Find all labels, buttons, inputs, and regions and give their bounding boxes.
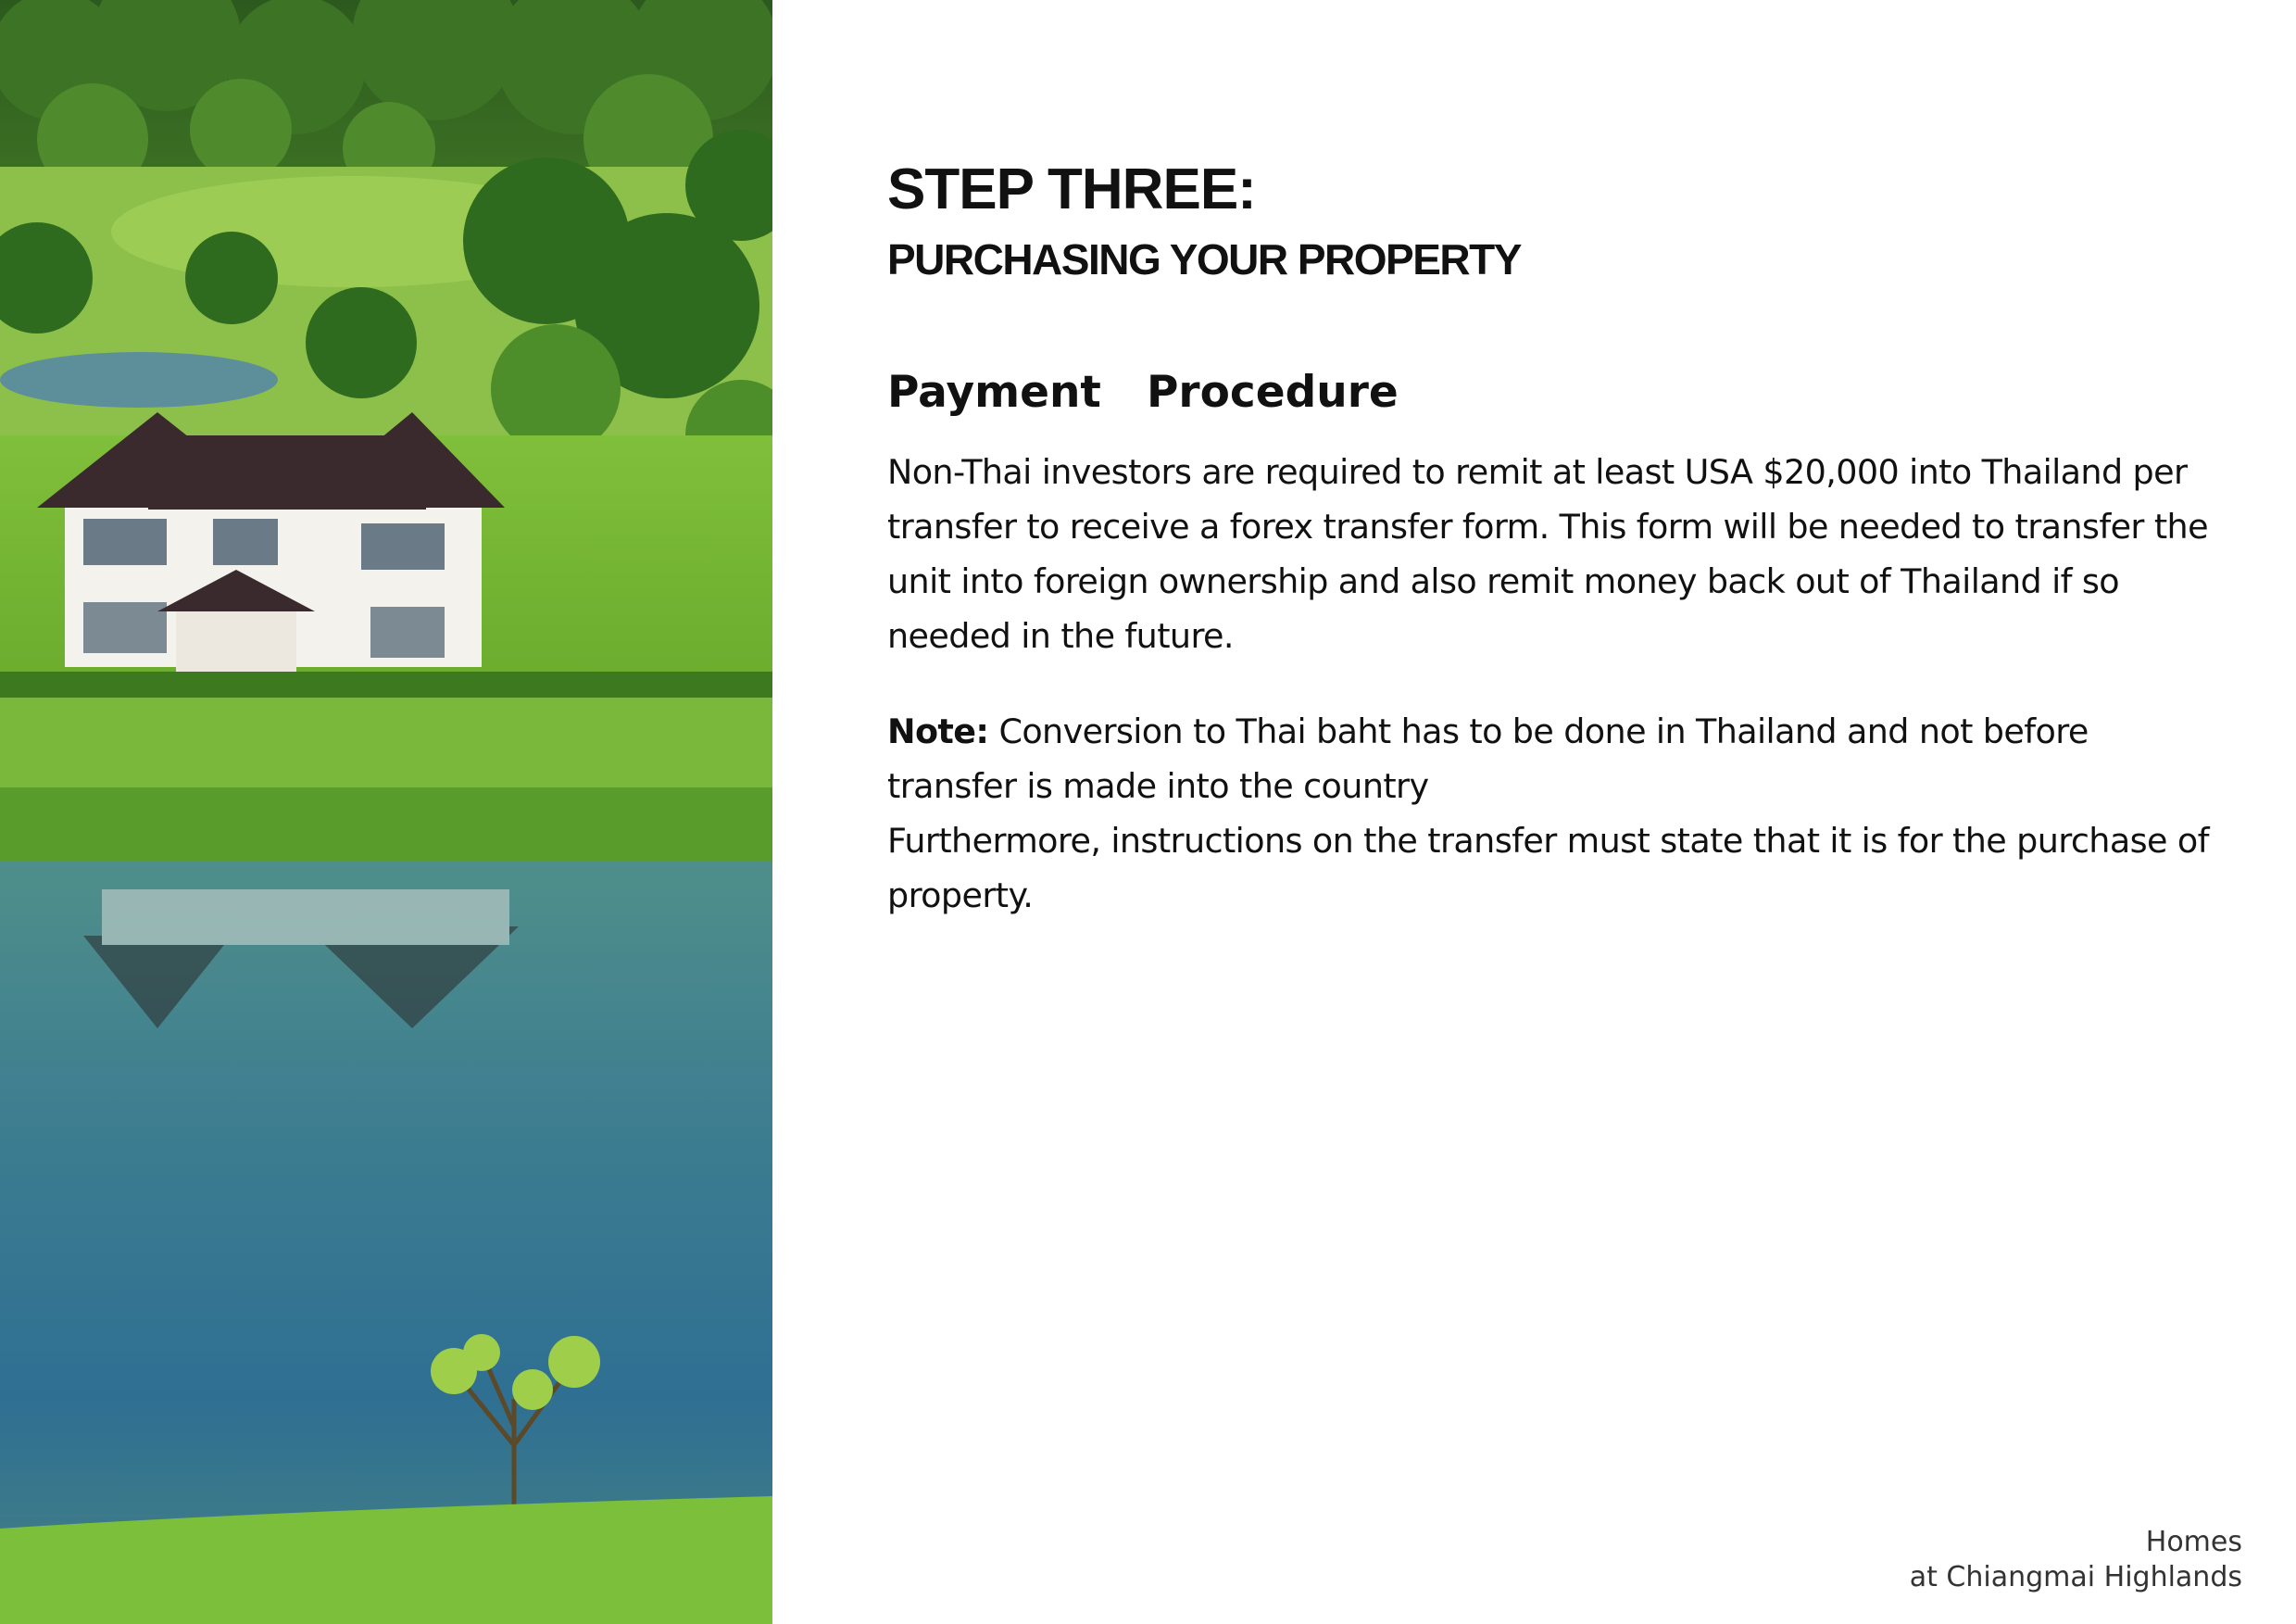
step-subtitle: PURCHASING YOUR PROPERTY bbox=[887, 235, 1521, 283]
main-content bbox=[887, 157, 2212, 923]
property-photo bbox=[0, 0, 772, 1624]
section-heading: Payment Procedure bbox=[887, 367, 1399, 418]
note-label: Note: bbox=[887, 711, 989, 751]
note-paragraph bbox=[887, 704, 2212, 923]
step-title: STEP THREE: bbox=[887, 157, 1256, 221]
payment-paragraph: Non-Thai investors are required to remit at least USA $20,000 into Thailand per transfer to receive a forex transfer form. This form will be needed to transfer the unit into foreign ownership and also remit money back out of Thailand if so needed in the future. bbox=[887, 452, 2208, 656]
note-text: Conversion to Thai baht has to be done in Thailand and not before transfer is made into the country bbox=[887, 711, 2089, 806]
footer-line-2: at Chiangmai Highlands bbox=[1909, 1561, 2242, 1593]
footer-caption bbox=[1910, 1525, 2242, 1595]
note-continuation: Furthermore, instructions on the transfer must state that it is for the purchase of property. bbox=[887, 821, 2209, 915]
footer-line-1: Homes bbox=[2145, 1526, 2242, 1558]
